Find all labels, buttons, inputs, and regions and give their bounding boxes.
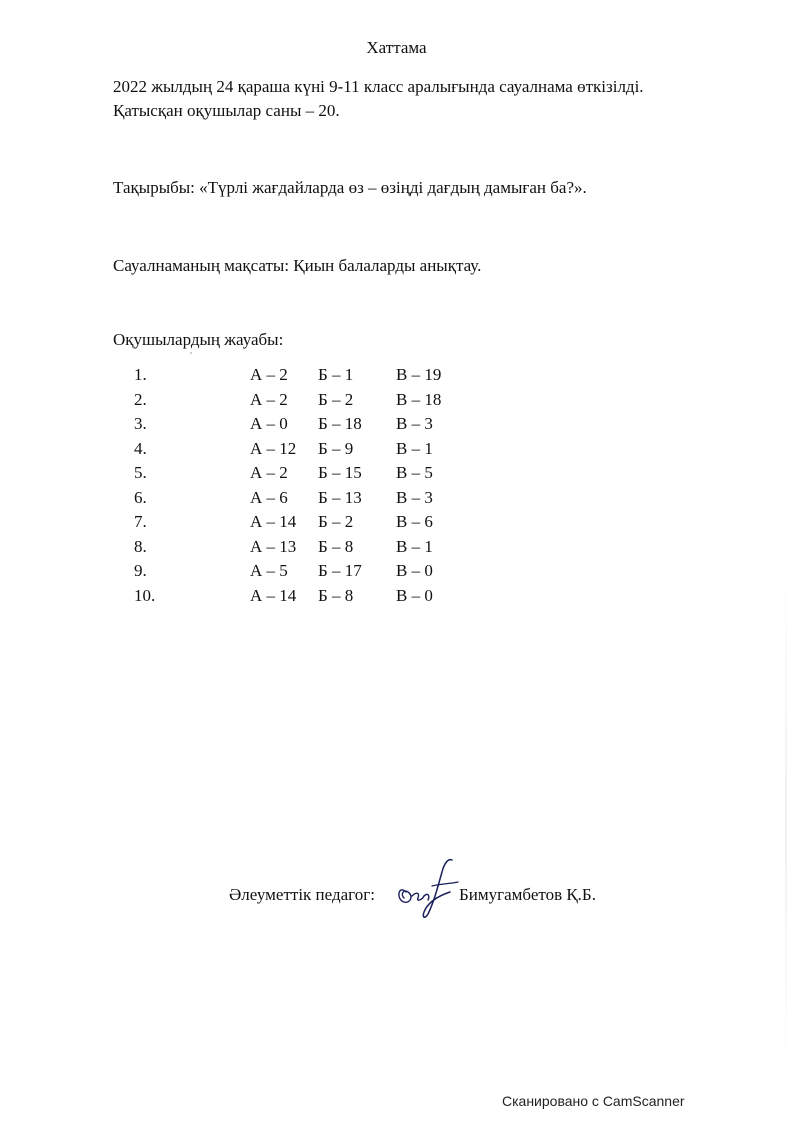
answer-a-count: А – 14: [250, 512, 297, 531]
intro-line-1: 2022 жылдың 24 қараша күні 9-11 класс аралығында сауалнама өткізілді.: [113, 77, 644, 96]
answer-row: [134, 439, 464, 464]
answer-v-count: В – 3: [396, 414, 433, 433]
answer-a-count: А – 13: [250, 536, 297, 556]
answer-a-count: А – 6: [250, 487, 288, 507]
answers-list: [134, 365, 464, 610]
answer-row: [134, 512, 464, 537]
answer-a-count: А – 0: [250, 414, 288, 433]
answer-b-count: Б – 8: [318, 536, 354, 556]
camscanner-watermark: Сканировано с CamScanner: [502, 1093, 685, 1109]
answer-v-count: В – 19: [396, 365, 442, 384]
survey-topic: Тақырыбы: «Түрлі жағдайларда өз – өзіңді дағдың дамыған ба?».: [113, 178, 587, 197]
answer-a-count: А – 12: [250, 438, 297, 458]
answer-v-count: В – 5: [396, 463, 433, 482]
signature-label: Әлеуметтік педагог:: [229, 885, 375, 904]
answer-number: 8.: [134, 536, 147, 556]
answer-row: [134, 390, 464, 415]
answer-number: 5.: [134, 463, 147, 482]
answers-heading: Оқушылардың жауабы:: [113, 330, 284, 349]
answer-row: [134, 586, 464, 611]
answer-v-count: В – 6: [396, 512, 433, 531]
answer-number: 2.: [134, 389, 147, 409]
answer-number: 3.: [134, 414, 147, 433]
answer-number: 9.: [134, 561, 147, 580]
answer-row: [134, 414, 464, 439]
answer-v-count: В – 3: [396, 487, 433, 507]
answer-number: 1.: [134, 365, 147, 384]
intro-line-2: Қатысқан оқушылар саны – 20.: [113, 101, 340, 120]
answer-row: [134, 365, 464, 390]
answer-v-count: В – 0: [396, 585, 433, 605]
answer-number: 7.: [134, 512, 147, 531]
answer-b-count: Б – 13: [318, 487, 362, 507]
answer-a-count: А – 2: [250, 389, 288, 409]
document-title: Хаттама: [366, 38, 427, 57]
answer-v-count: В – 0: [396, 561, 433, 580]
answer-row: [134, 463, 464, 488]
answer-v-count: В – 1: [396, 536, 433, 556]
scan-speck: [190, 352, 192, 354]
answer-v-count: В – 18: [396, 389, 442, 409]
answer-a-count: А – 2: [250, 463, 288, 482]
answer-b-count: Б – 2: [318, 512, 354, 531]
answer-b-count: Б – 15: [318, 463, 362, 482]
answer-b-count: Б – 8: [318, 585, 354, 605]
answer-b-count: Б – 17: [318, 561, 362, 580]
page-edge-shadow: [785, 560, 787, 1080]
answer-row: [134, 537, 464, 562]
answer-b-count: Б – 1: [318, 365, 354, 384]
answer-number: 10.: [134, 585, 156, 605]
survey-purpose: Сауалнаманың мақсаты: Қиын балаларды анықтау.: [113, 256, 482, 275]
answer-a-count: А – 14: [250, 585, 297, 605]
answer-b-count: Б – 2: [318, 389, 354, 409]
answer-a-count: А – 2: [250, 365, 288, 384]
answer-number: 6.: [134, 487, 147, 507]
answer-number: 4.: [134, 438, 147, 458]
answer-row: [134, 561, 464, 586]
answer-b-count: Б – 18: [318, 414, 362, 433]
answer-b-count: Б – 9: [318, 438, 354, 458]
answer-row: [134, 488, 464, 513]
answer-a-count: А – 5: [250, 561, 288, 580]
handwritten-signature: [392, 856, 464, 922]
answer-v-count: В – 1: [396, 438, 433, 458]
signer-name: Бимугамбетов Қ.Б.: [459, 885, 596, 904]
